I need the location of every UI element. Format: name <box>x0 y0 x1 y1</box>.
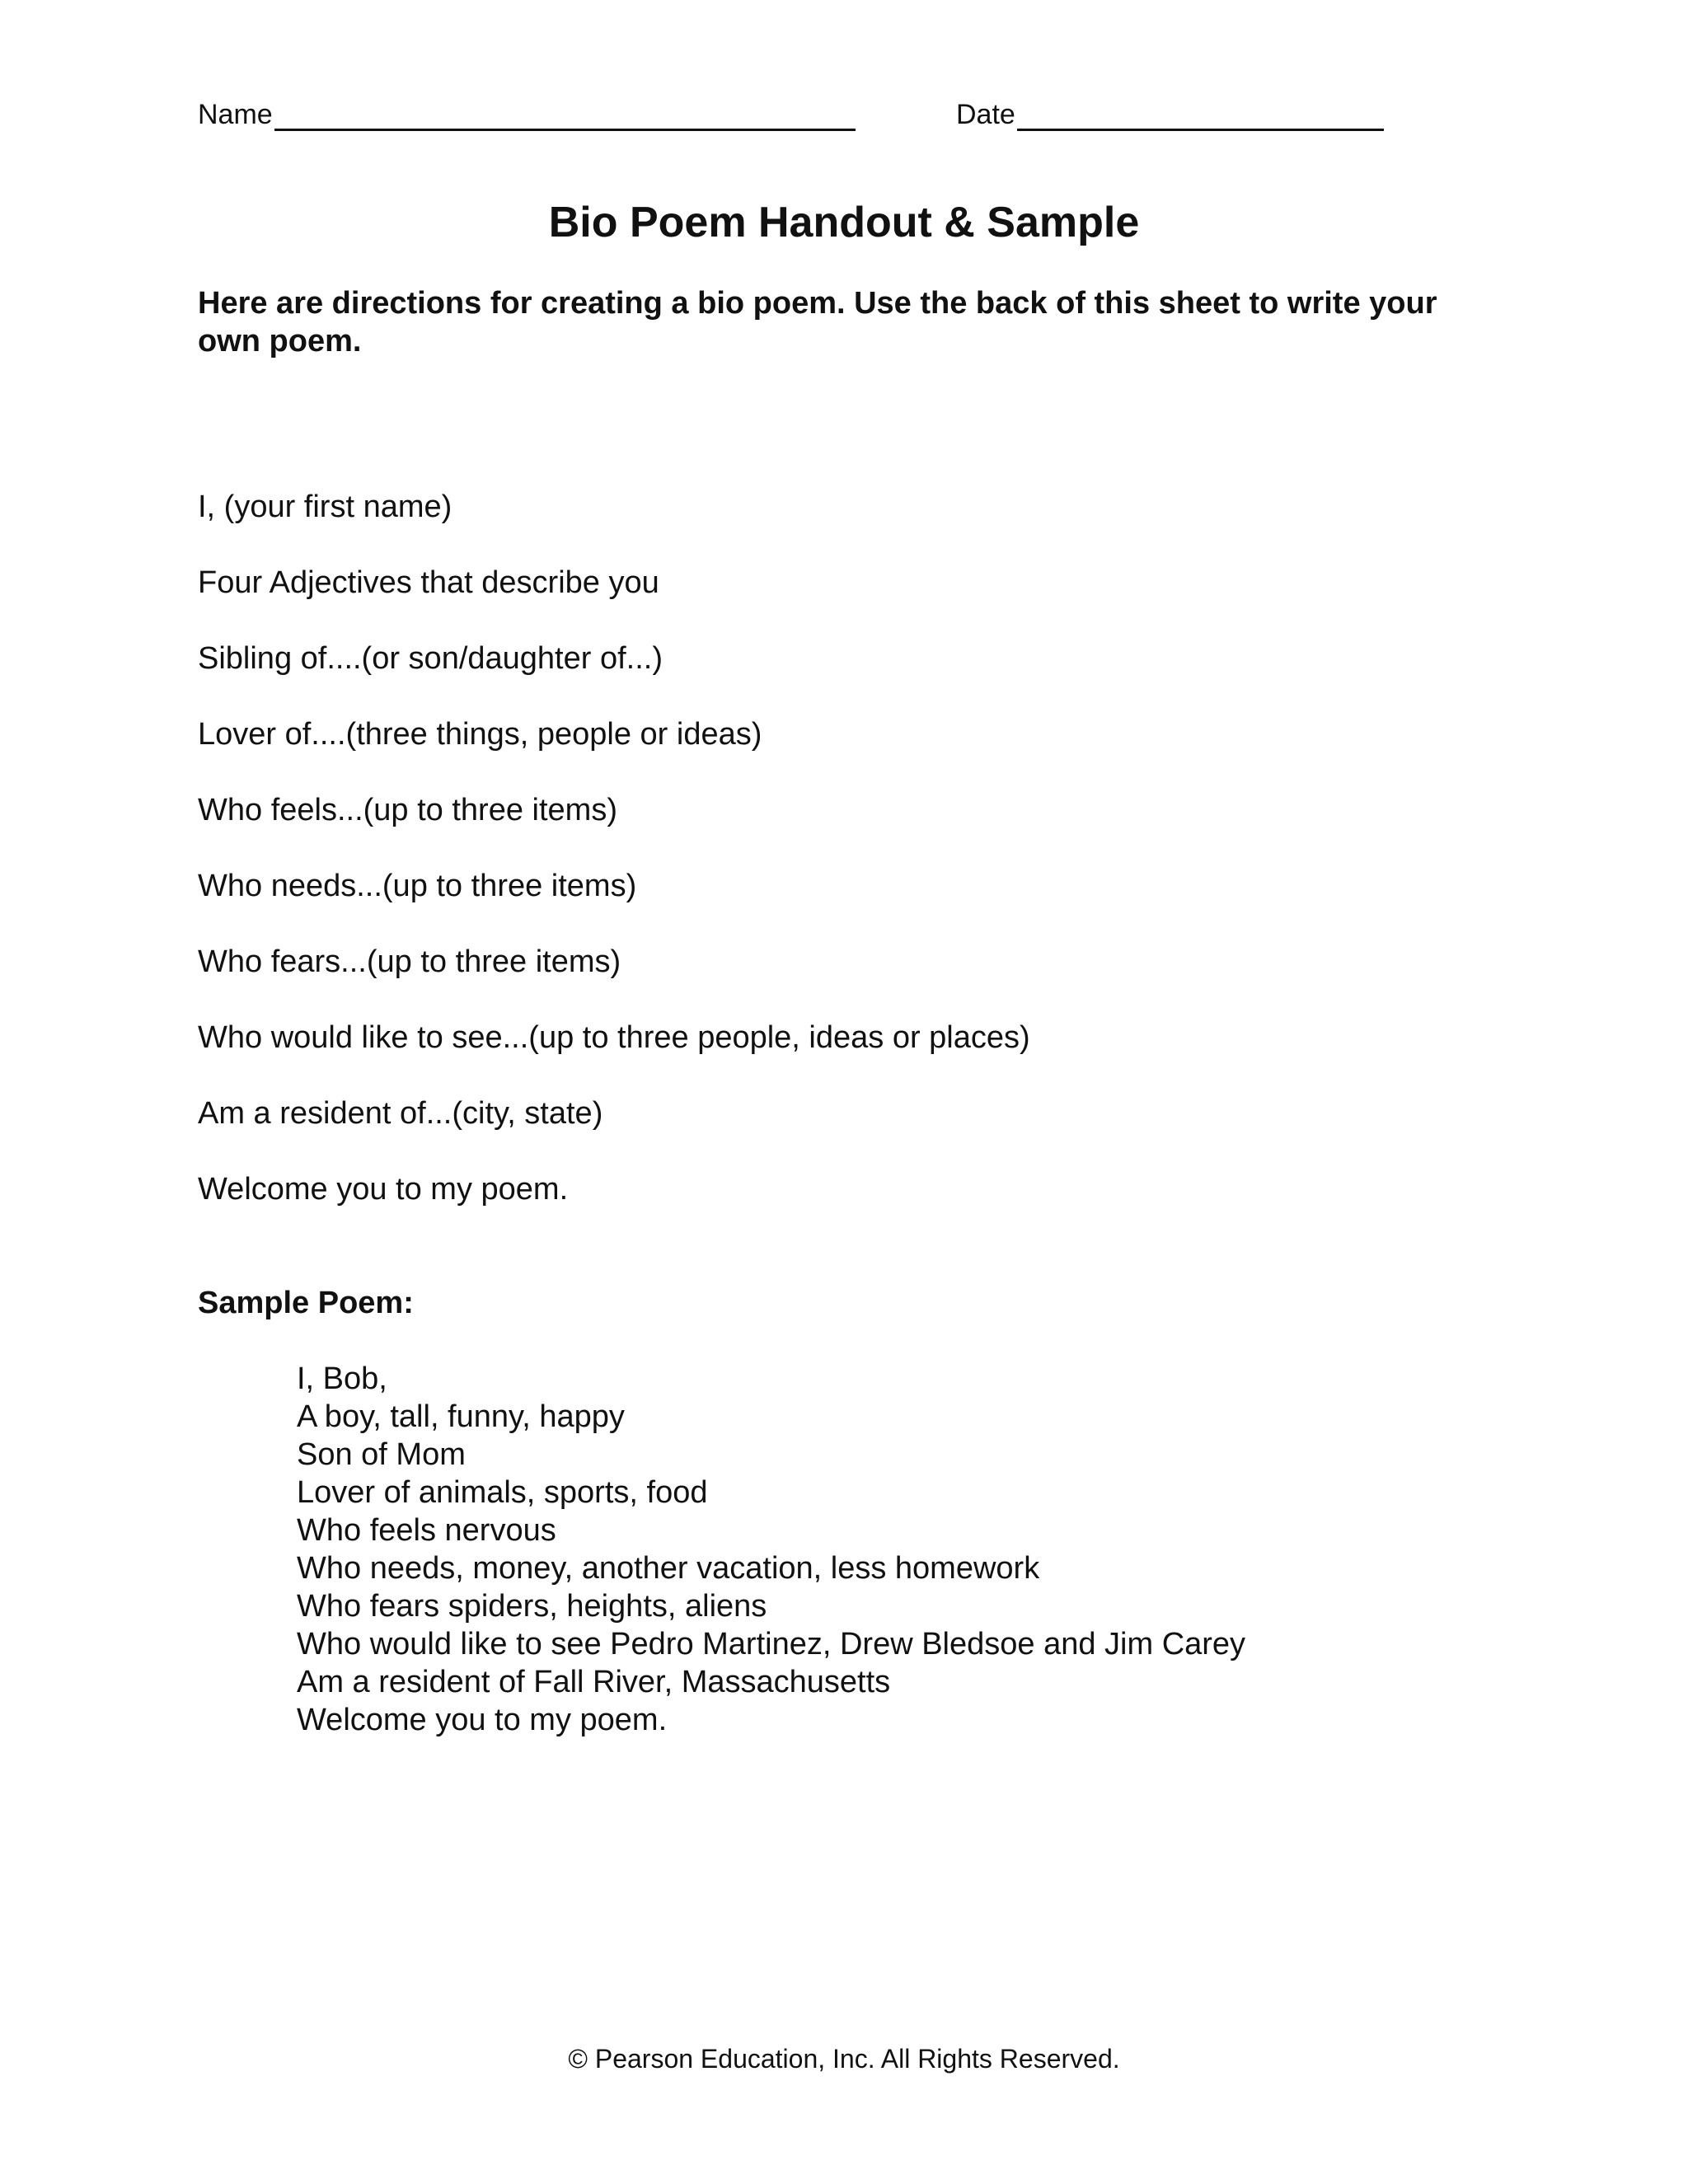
date-field <box>956 97 1384 131</box>
name-field <box>198 97 856 131</box>
sample-poem-line: Welcome you to my poem. <box>297 1703 668 1737</box>
header-row <box>198 97 1484 138</box>
direction-item: Lover of....(three things, people or ideas) <box>198 717 762 752</box>
directions-list <box>198 488 1484 1246</box>
date-blank-line <box>1017 97 1384 131</box>
sample-poem-line: Who would like to see Pedro Martinez, Drew Bledsoe and Jim Carey <box>297 1627 1246 1661</box>
sample-poem <box>297 1360 1533 1739</box>
copyright-footer: © Pearson Education, Inc. All Rights Reserved. <box>568 2044 1120 2074</box>
direction-item: Who feels...(up to three items) <box>198 793 617 827</box>
date-label: Date <box>956 99 1015 130</box>
sample-poem-line: I, Bob, <box>297 1361 387 1396</box>
name-blank-line <box>274 97 856 131</box>
direction-item: Who needs...(up to three items) <box>198 869 637 903</box>
sample-poem-line: Lover of animals, sports, food <box>297 1475 708 1510</box>
direction-item: Am a resident of...(city, state) <box>198 1096 603 1131</box>
direction-item: Four Adjectives that describe you <box>198 565 659 600</box>
sample-poem-line: Who fears spiders, heights, aliens <box>297 1589 767 1624</box>
direction-item: I, (your first name) <box>198 490 452 524</box>
direction-item: Who would like to see...(up to three people, ideas or places) <box>198 1020 1030 1055</box>
name-label: Name <box>198 99 273 130</box>
sample-poem-line: Am a resident of Fall River, Massachusetts <box>297 1665 891 1699</box>
sample-poem-line: Who feels nervous <box>297 1513 556 1548</box>
page-title: Bio Poem Handout & Sample <box>548 199 1140 246</box>
direction-item: Sibling of....(or son/daughter of...) <box>198 641 663 676</box>
sample-poem-line: Son of Mom <box>297 1437 466 1472</box>
intro-text: Here are directions for creating a bio poem. Use the back of this sheet to write your own poem. <box>198 286 1437 359</box>
direction-item: Who fears...(up to three items) <box>198 944 621 979</box>
sample-poem-heading: Sample Poem: <box>198 1286 414 1320</box>
direction-item: Welcome you to my poem. <box>198 1172 569 1207</box>
sample-poem-line: A boy, tall, funny, happy <box>297 1399 625 1434</box>
sample-poem-line: Who needs, money, another vacation, less homework <box>297 1551 1040 1586</box>
